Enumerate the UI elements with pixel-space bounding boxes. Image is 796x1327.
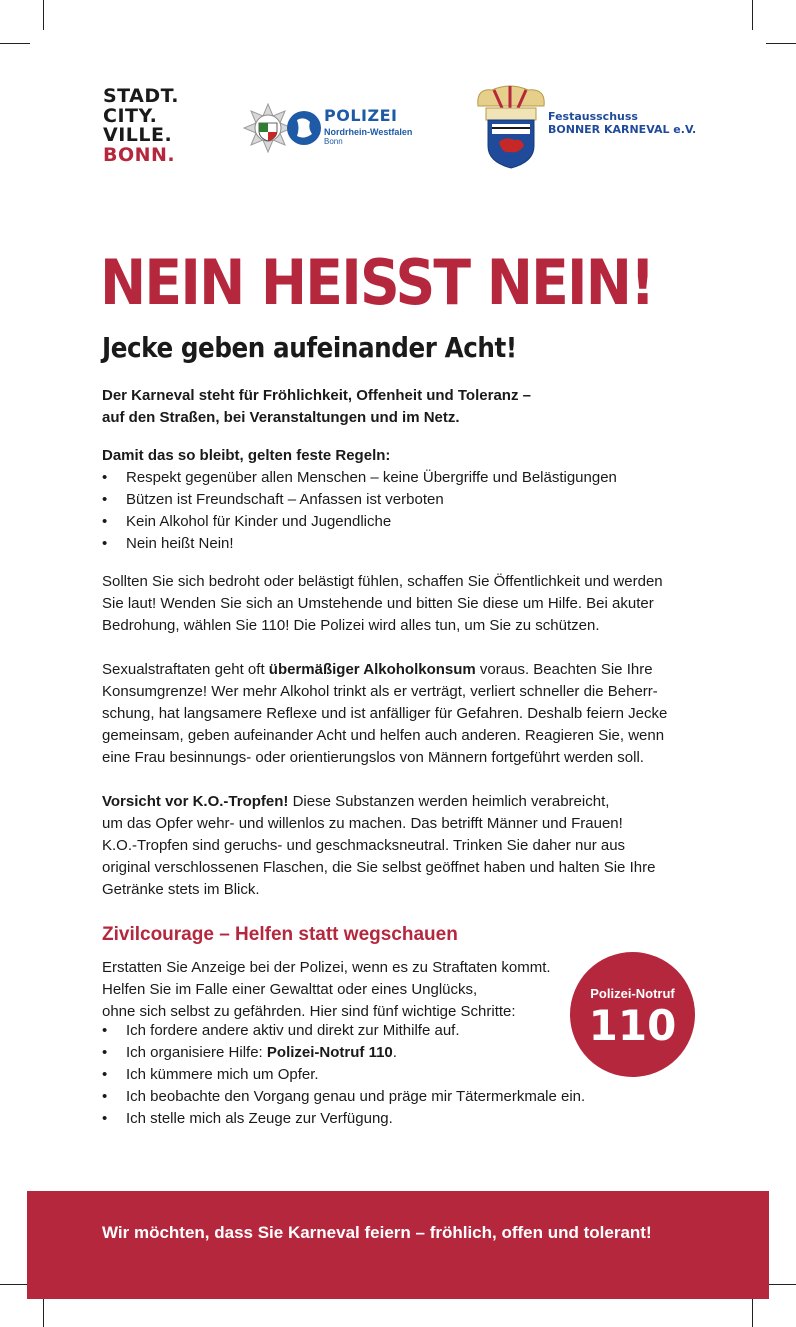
civil-intro-line-3: ohne sich selbst zu gefährden. Hier sind fünf wichtige Schritte: [102, 1003, 516, 1020]
civil-step: • Ich beobachte den Vorgang genau und präge mir Tätermerkmale ein. [102, 1086, 585, 1108]
ko-emphasis: Vorsicht vor K.O.-Tropfen! [102, 793, 289, 810]
crop-mark-tl-v [43, 0, 44, 30]
threat-line-2: Sie laut! Wenden Sie sich an Umstehende und bitten Sie diese um Hilfe. Bei akuter [102, 595, 654, 612]
carnival-crest-icon [472, 82, 548, 172]
alcohol-line-1-post: voraus. Beachten Sie Ihre [475, 661, 653, 678]
bonn-city-logo [103, 87, 179, 165]
alcohol-line-1-pre: Sexualstraftaten geht oft [102, 661, 269, 678]
alcohol-line-4: gemeinsam, geben aufeinander Acht und helfen auch anderen. Reagieren Sie, wenn [102, 727, 665, 744]
intro-line-1: Der Karneval steht für Fröhlichkeit, Offenheit und Toleranz – [102, 387, 531, 404]
sub-headline: Jecke geben aufeinander Acht! [102, 331, 517, 364]
threat-line-1: Sollten Sie sich bedroht oder belästigt fühlen, schaffen Sie Öffentlichkeit und werden [102, 573, 663, 590]
ko-drops-paragraph [102, 791, 702, 901]
civil-intro-line-2: Helfen Sie im Falle einer Gewalttat oder eines Unglücks, [102, 981, 478, 998]
civil-step-2-emphasis: Polizei-Notruf 110 [266, 1044, 393, 1061]
civil-step [102, 1042, 585, 1064]
rules-item: • Kein Alkohol für Kinder und Jugendliche [102, 511, 617, 533]
footer-banner [27, 1191, 769, 1299]
ko-line-5: Getränke stets im Blick. [102, 881, 260, 898]
footer-slogan: Wir möchten, dass Sie Karneval feiern – fröhlich, offen und tolerant! [102, 1223, 652, 1242]
police-title: POLIZEI [324, 106, 398, 125]
crop-mark-tr-h [766, 43, 796, 44]
crop-mark-tr-v [752, 0, 753, 30]
alcohol-line-5: eine Frau besinnungs- oder orientierungslos von Männern fortgeführt werden soll. [102, 749, 644, 766]
police-text-block [324, 106, 412, 146]
emergency-number-badge [570, 952, 695, 1077]
rules-list [102, 467, 617, 555]
ko-line-2: um das Opfer wehr- und willenlos zu machen. Das betrifft Männer und Frauen! [102, 815, 623, 832]
police-subtitle: Nordrhein-Westfalen [324, 127, 413, 137]
crop-mark-bl-h [0, 1284, 30, 1285]
intro-text [102, 385, 531, 429]
crop-mark-br-h [766, 1284, 796, 1285]
alcohol-paragraph [102, 659, 702, 769]
intro-line-2: auf den Straßen, bei Veranstaltungen und im Netz. [102, 409, 460, 426]
rules-item: • Bützen ist Freundschaft – Anfassen ist verboten [102, 489, 617, 511]
badge-number: 110 [588, 1001, 677, 1050]
threat-paragraph [102, 571, 702, 637]
bonn-logo-line-2: CITY. [103, 104, 158, 127]
threat-line-3: Bedrohung, wählen Sie 110! Die Polizei wird alles tun, um Sie zu schützen. [102, 617, 600, 634]
ko-line-3: K.O.-Tropfen sind geruchs- und geschmacksneutral. Trinken Sie daher nur aus [102, 837, 626, 854]
festausschuss-logo [472, 82, 702, 172]
festausschuss-text [548, 110, 696, 136]
civil-step-2-pre: Ich organisiere Hilfe: [126, 1044, 267, 1061]
rules-item: • Respekt gegenüber allen Menschen – keine Übergriffe und Belästigungen [102, 467, 617, 489]
civil-courage-title: Zivilcourage – Helfen statt wegschauen [102, 924, 458, 945]
police-city: Bonn [324, 137, 343, 146]
ko-line-4: original verschlossenen Flaschen, die Sie selbst geöffnet haben und halten Sie Ihre [102, 859, 656, 876]
crop-mark-bl-v [43, 1297, 44, 1327]
alcohol-line-3: schung, hat langsamere Reflexe und ist anfälliger für Gefahren. Deshalb feiern Jecke [102, 705, 668, 722]
ko-line-1-post: Diese Substanzen werden heimlich verabreicht, [288, 793, 610, 810]
bonn-logo-line-4: BONN. [103, 143, 176, 166]
ko-line-1 [102, 791, 702, 813]
alcohol-line-2: Konsumgrenze! Wer mehr Alkohol trinkt als er verträgt, verliert schneller die Beherr- [102, 683, 658, 700]
civil-step: • Ich stelle mich als Zeuge zur Verfügung. [102, 1108, 585, 1130]
civil-intro-line-1: Erstatten Sie Anzeige bei der Polizei, wenn es zu Straftaten kommt. [102, 959, 551, 976]
crop-mark-br-v [752, 1297, 753, 1327]
police-nrw-logo [242, 100, 432, 156]
civil-step: • Ich fordere andere aktiv und direkt zur Mithilfe auf. [102, 1020, 585, 1042]
festausschuss-line-1: Festausschuss [548, 110, 638, 123]
rules-title: Damit das so bleibt, gelten feste Regeln: [102, 447, 391, 464]
bonn-logo-line-1: STADT. [103, 85, 179, 107]
civil-steps-list [102, 1020, 585, 1130]
festausschuss-line-2: BONNER KARNEVAL e.V. [548, 123, 697, 136]
crop-mark-tl-h [0, 43, 30, 44]
police-star-icon [242, 100, 322, 156]
rules-item: • Nein heißt Nein! [102, 533, 617, 555]
alcohol-line-1 [102, 659, 702, 681]
badge-label: Polizei-Notruf [590, 986, 675, 1001]
civil-step: • Ich kümmere mich um Opfer. [102, 1064, 585, 1086]
alcohol-emphasis: übermäßiger Alkoholkonsum [268, 661, 476, 678]
main-headline: NEIN HEISST NEIN! [100, 246, 654, 319]
civil-step-2-post: . [392, 1044, 397, 1061]
bonn-logo-line-3: VILLE. [103, 124, 173, 146]
